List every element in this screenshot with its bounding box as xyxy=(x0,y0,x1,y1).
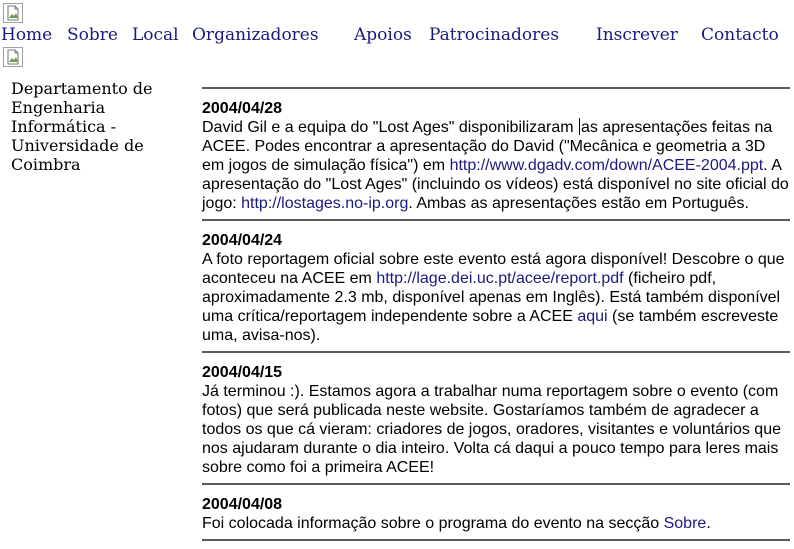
nav-link-inscrever[interactable]: Inscrever xyxy=(596,25,678,45)
news-text: Já terminou :). Estamos agora a trabalhar numa reportagem sobre o evento (com fotos) que será publicada neste website. Gostaríamos também de agradecer a todos os que cá vieram: criadores de jogos, oradores, visitantes e voluntários que nos ajudaram durante o dia inteiro. Volta cá daqui a pouco tempo para leres mais sobre como foi a primeira ACEE! xyxy=(202,383,781,476)
news-text: (se também escreveste uma, avisa-nos). xyxy=(202,308,779,344)
news-date: 2004/04/24 xyxy=(202,232,283,249)
news-item xyxy=(202,221,790,351)
link-dgadv-presentation[interactable]: http://www.dgadv.com/down/ACEE-2004.ppt xyxy=(449,157,764,174)
news-body xyxy=(202,382,790,477)
news-text: . Ambas as apresentações estão em Português. xyxy=(408,195,749,212)
news-text: . A apresentação do "Lost Ages" (incluindo os vídeos) está disponível no site oficial do jogo: xyxy=(202,157,789,212)
news-item xyxy=(202,353,790,483)
news-body xyxy=(202,514,790,533)
link-sobre-section[interactable]: Sobre xyxy=(663,515,707,532)
news-text: A foto reportagem oficial sobre este evento está agora disponível! Descobre o que aconteceu na ACEE em xyxy=(202,251,785,287)
news-body xyxy=(202,250,790,345)
nav-link-sobre[interactable]: Sobre xyxy=(67,25,118,45)
news-item xyxy=(202,89,790,219)
news-text: . xyxy=(706,515,711,532)
link-aqui[interactable]: aqui xyxy=(577,308,608,325)
news-date: 2004/04/15 xyxy=(202,364,283,381)
news-text: as apresentações feitas na ACEE. Podes encontrar a apresentação do David ("Mecânica e geometria a 3D em jogos de simulação física") em xyxy=(202,119,773,174)
broken-image-icon xyxy=(3,3,23,23)
nav-link-patrocinadores[interactable]: Patrocinadores xyxy=(429,25,560,45)
nav-link-organizadores[interactable]: Organizadores xyxy=(192,25,319,45)
nav-link-local[interactable]: Local xyxy=(132,25,179,45)
news-text: Foi colocada informação sobre o programa do evento na secção xyxy=(202,515,664,532)
news-item xyxy=(202,485,790,539)
nav-link-home[interactable]: Home xyxy=(1,25,53,45)
news-date: 2004/04/28 xyxy=(202,100,283,117)
sidebar-affiliation: Departamento de Engenharia Informática - Universidade de Coimbra xyxy=(11,79,153,174)
news-list xyxy=(202,87,790,541)
news-text: David Gil e a equipa do "Lost Ages" disponibilizaram xyxy=(202,119,574,136)
news-text: (ficheiro pdf, aproximadamente 2.3 mb, disponível apenas em Inglês). Está também disponível uma crítica/reportagem independente sobre a ACEE xyxy=(202,270,781,325)
divider xyxy=(202,539,790,541)
nav-link-apoios[interactable]: Apoios xyxy=(354,25,412,45)
news-body xyxy=(202,118,790,213)
news-date: 2004/04/08 xyxy=(202,496,283,513)
text-cursor xyxy=(579,118,580,135)
link-report-pdf[interactable]: http://lage.dei.uc.pt/acee/report.pdf xyxy=(376,270,624,287)
link-lostages-site[interactable]: http://lostages.no-ip.org xyxy=(241,195,409,212)
broken-image-icon xyxy=(3,47,23,67)
nav-link-contacto[interactable]: Contacto xyxy=(701,25,779,45)
